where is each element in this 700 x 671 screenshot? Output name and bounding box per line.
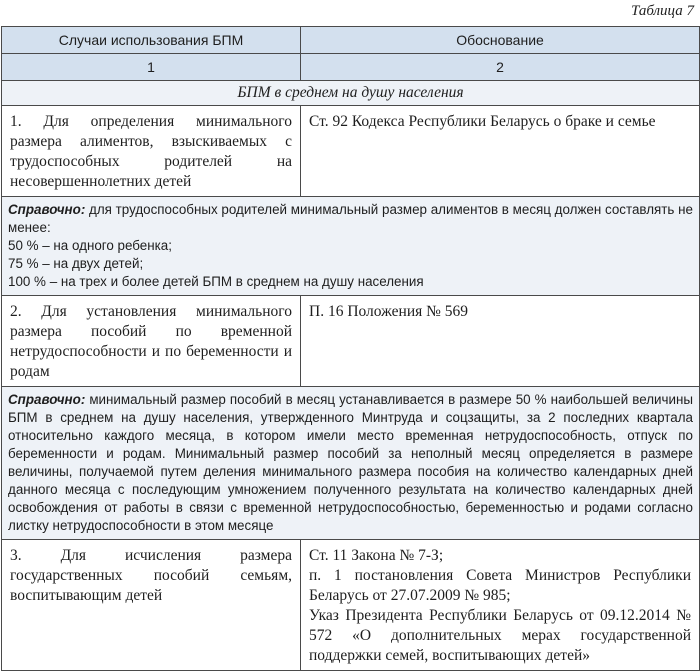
header-num2: 2	[301, 54, 700, 81]
table-caption: Таблица 7	[631, 3, 694, 19]
header-col1: Случаи использования БПМ	[2, 27, 301, 54]
note-row	[2, 387, 700, 540]
header-num1: 1	[2, 54, 301, 81]
note-label: Справочно:	[8, 202, 86, 217]
note-cell	[2, 387, 700, 540]
basis-cell	[301, 106, 700, 197]
section-title: БПМ в среднем на душу населения	[2, 81, 700, 106]
table-row	[2, 296, 700, 387]
basis-line: Ст. 11 Закона № 7-З;	[309, 547, 444, 564]
table-row	[2, 106, 700, 197]
basis-line: Указ Президента Республики Беларусь от 09.12.2014 № 572 «О дополнительных мерах государственной поддержки семей, воспитывающих детей»	[309, 607, 691, 664]
header-number-row	[2, 54, 700, 81]
bpm-table	[1, 26, 700, 671]
header-row	[2, 27, 700, 54]
table-row	[2, 540, 700, 671]
case-cell: 2. Для установления минимального размера пособий по временной нетрудоспособности и по беременности и родам	[2, 296, 301, 387]
case-cell: 1. Для определения минимального размера алиментов, взыскиваемых с трудоспособных родителей на несовершеннолетних детей	[2, 106, 301, 197]
basis-line: п. 1 постановления Совета Министров Республики Беларусь от 27.07.2009 № 985;	[309, 567, 691, 604]
basis-line: Ст. 92 Кодекса Республики Беларусь о браке и семье	[309, 113, 656, 130]
note-line: 75 % – на двух детей;	[8, 256, 144, 271]
basis-cell	[301, 540, 700, 671]
note-text: минимальный размер пособий в месяц устанавливается в размере 50 % наибольшей величины БПМ в среднем на душу населения, утвержденного Минтруда и соцзащиты, за 2 последних квартала относительно каждого месяца, в котором имели место временная нетрудоспособность, отпуск по беременности и родам. Минимальный размер пособий за неполный месяц определяется в размере величины, получаемой путем деления минимального размера пособия на количество календарных дней данного месяца с последующим умножением полученного результата на количество календарных дней освобождения от работы в связи с временной нетрудоспособностью, беременностью и родами согласно листку нетрудоспособности в этом месяце	[8, 392, 693, 533]
note-cell	[2, 197, 700, 296]
header-col2: Обоснование	[301, 27, 700, 54]
basis-cell	[301, 296, 700, 387]
basis-line: П. 16 Положения № 569	[309, 303, 469, 320]
note-label: Справочно:	[8, 392, 86, 407]
note-text: для трудоспособных родителей минимальный размер алиментов в месяц должен составлять не менее:	[8, 202, 693, 235]
case-cell: 3. Для исчисления размера государственных пособий семьям, воспитывающим детей	[2, 540, 301, 671]
note-line: 50 % – на одного ребенка;	[8, 238, 172, 253]
note-line: 100 % – на трех и более детей БПМ в среднем на душу населения	[8, 274, 424, 289]
section-row	[2, 81, 700, 106]
note-row	[2, 197, 700, 296]
